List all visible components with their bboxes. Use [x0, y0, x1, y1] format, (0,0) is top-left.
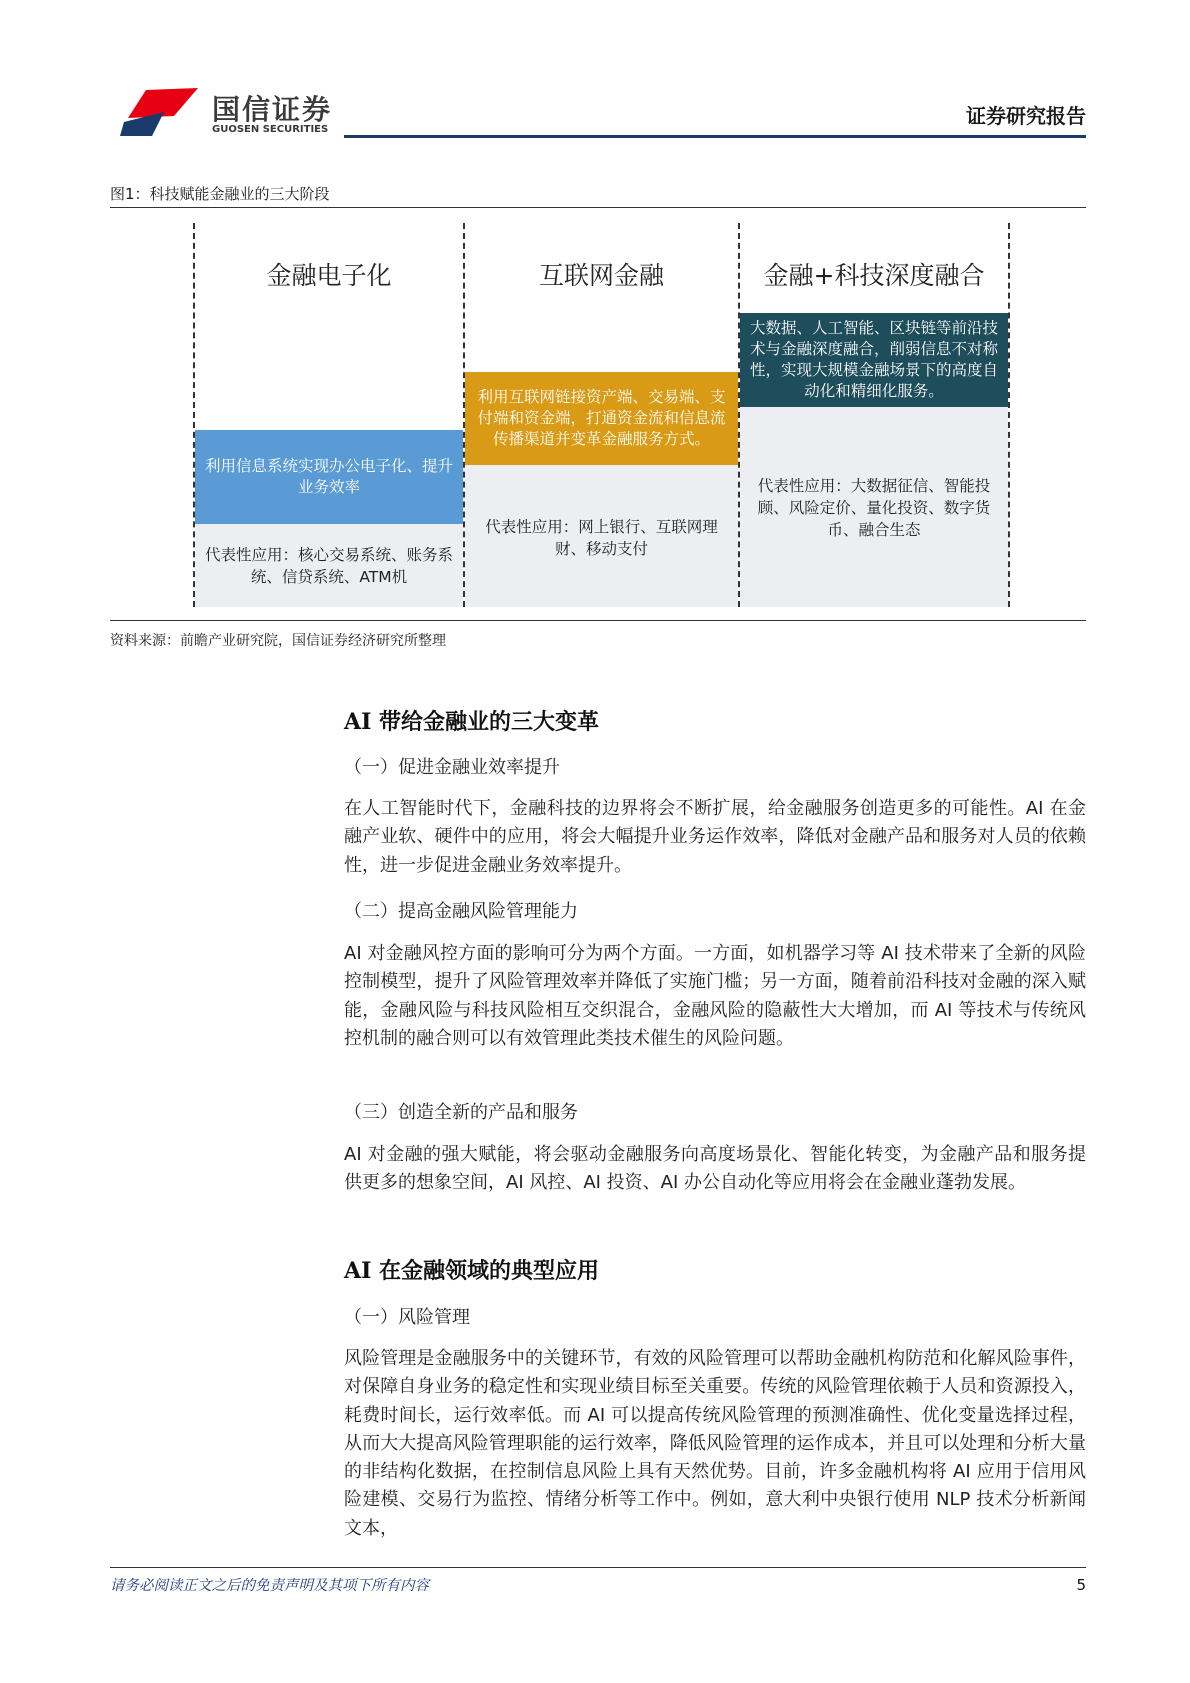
footer-divider — [110, 1567, 1086, 1568]
brand-name-en: GUOSEN SECURITIES — [212, 124, 329, 135]
subsection-title: （一）风险管理 — [344, 1307, 470, 1328]
figure-caption: 图1：科技赋能金融业的三大阶段 — [110, 185, 330, 203]
stage-3-title: 金融+科技深度融合 — [763, 261, 985, 290]
page-number: 5 — [1076, 1576, 1086, 1594]
footer-disclaimer: 请务必阅读正文之后的免责声明及其项下所有内容 — [110, 1578, 429, 1594]
header-divider — [344, 135, 1086, 138]
paragraph: 风险管理是金融服务中的关键环节，有效的风险管理可以帮助金融机构防范和化解风险事件，对保障自身业务的稳定性和实现业绩目标至关重要。传统的风险管理依赖于人员和资源投入，耗费时间长，运行效率低。而 AI 可以提高传统风险管理的预测准确性、优化变量选择过程，从而大大提高风险管理职能的运行效率，降低风险管理的运作成本，并且可以处理和分析大量的非结构化数据，在控制信息风险上具有天然优势。目前，许多金融机构将 AI 应用于信用风险建模、交易行为监控、情绪分析等工作中。例如，意大利中央银行使用 NLP 技术分析新闻文本， — [344, 1348, 1086, 1539]
stage-2-description: 利用互联网链接资产端、交易端、支付端和资金端，打通资金流和信息流传播渠道并变革金融服务方式。 — [465, 372, 738, 465]
subsection-title: （三）创造全新的产品和服务 — [344, 1102, 578, 1123]
paragraph: AI 对金融的强大赋能，将会驱动金融服务向高度场景化、智能化转变，为金融产品和服务提供更多的想象空间，AI 风控、AI 投资、AI 办公自动化等应用将会在金融业蓬勃发展。 — [344, 1144, 1086, 1194]
subsection-title: （一）促进金融业效率提升 — [344, 757, 560, 778]
stage-1-title: 金融电子化 — [266, 261, 392, 290]
stage-2-applications: 代表性应用：网上银行、互联网理财、移动支付 — [485, 518, 718, 558]
stage-2-title: 互联网金融 — [538, 261, 664, 290]
brand-name-cn: 国信证券 — [212, 93, 333, 126]
section-title: AI 带给金融业的三大变革 — [344, 709, 600, 735]
stage-1-description: 利用信息系统实现办公电子化、提升业务效率 — [195, 430, 463, 524]
figure-source: 资料来源：前瞻产业研究院，国信证券经济研究所整理 — [110, 633, 446, 649]
company-logo — [118, 86, 208, 138]
section-title: AI 在金融领域的典型应用 — [344, 1258, 600, 1284]
paragraph: 在人工智能时代下，金融科技的边界将会不断扩展，给金融服务创造更多的可能性。AI 在金融产业软、硬件中的应用，将会大幅提升业务运作效率，降低对金融产品和服务对人员的依赖性，进一步促进金融业务效率提升。 — [344, 798, 1086, 876]
stage-3-description: 大数据、人工智能、区块链等前沿技术与金融深度融合，削弱信息不对称性，实现大规模金融场景下的高度自动化和精细化服务。 — [740, 313, 1008, 407]
paragraph: AI 对金融风控方面的影响可分为两个方面。一方面，如机器学习等 AI 技术带来了全新的风险控制模型，提升了风险管理效率并降低了实施门槛；另一方面，随着前沿科技对金融的深入赋能，金融风险与科技风险相互交织混合，金融风险的隐蔽性大大增加，而 AI 等技术与传统风控机制的融合则可以有效管理此类技术催生的风险问题。 — [344, 943, 1086, 1049]
stage-3-applications: 代表性应用：大数据征信、智能投顾、风险定价、量化投资、数字货币、融合生态 — [757, 477, 991, 539]
subsection-title: （二）提高金融风险管理能力 — [344, 901, 578, 922]
stage-divider — [1008, 223, 1010, 607]
figure-top-rule — [110, 207, 1086, 208]
report-type-label: 证券研究报告 — [966, 104, 1086, 128]
stage-1-applications: 代表性应用：核心交易系统、账务系统、信贷系统、ATM机 — [204, 546, 453, 586]
figure-bottom-rule — [110, 620, 1086, 621]
